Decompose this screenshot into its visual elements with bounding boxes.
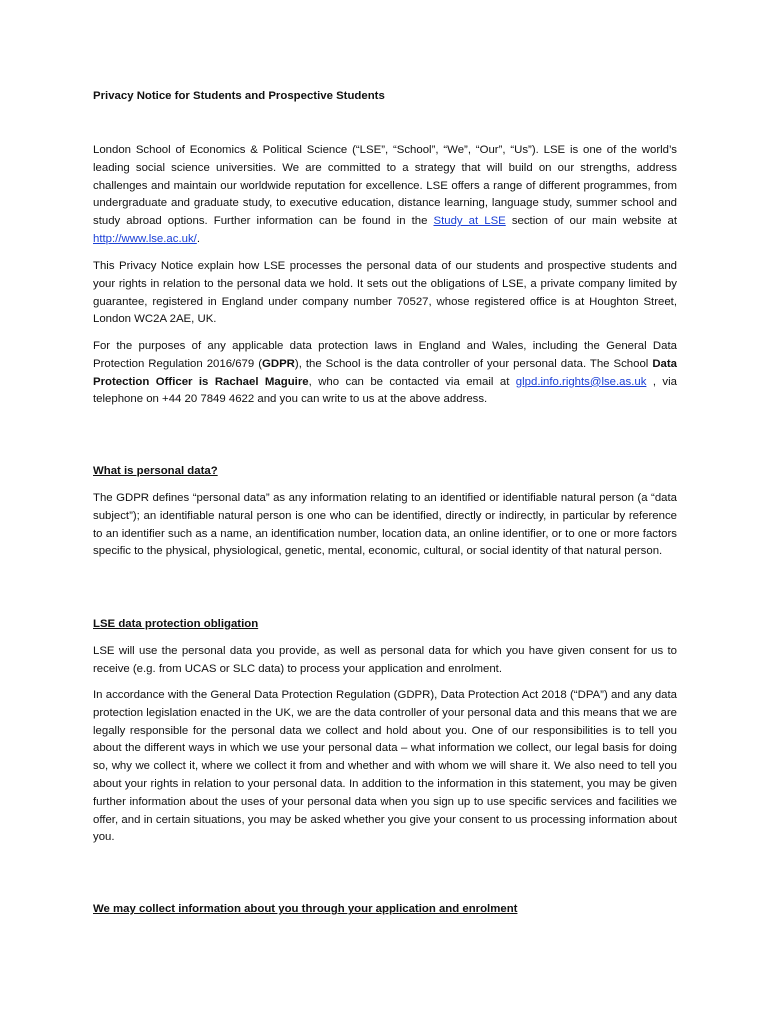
intro-paragraph-2: This Privacy Notice explain how LSE processes the personal data of our students and prospective students and your rights in relation to the personal data we hold. It sets out the obligations of LSE, a private company limited by guarantee, registered in England under company number 70527, whose registered office is at Houghton Street, London WC2A 2AE, UK. [93, 260, 677, 326]
intro-paragraph-1 [93, 142, 677, 249]
dpo-name: Data Protection Officer is Rachael Maguire [93, 357, 678, 388]
personal-data-paragraph: The GDPR defines “personal data” as any information relating to an identified or identifiable natural person (a “data subject”); an identifiable natural person is one who can be identified, directly or indirectly, in particular by reference to an identifier such as a name, an identification number, location data, an online identifier, or to one or more factors specific to the physical, physiological, genetic, mental, economic, cultural, or social identity of that natural person. [93, 492, 677, 558]
heading-what-is-personal-data: What is personal data? [93, 465, 218, 477]
obligation-paragraph-2: In accordance with the General Data Protection Regulation (GDPR), Data Protection Act 2018 (“DPA”) and any data protection legislation enacted in the UK, we are the data controller of your personal data and this means that we are legally responsible for the personal data we collect and hold about you. One of our responsibilities is to tell you about the different ways in which we use your personal data – what information we collect, our legal basis for doing so, why we collect it, where we collect it from and whether and with whom we will share it. We also need to tell you about your rights in relation to your personal data. In addition to the information in this statement, you may be given further information about the uses of your personal data when you sign up to use specific services and facilities we offer, and in certain situations, you may be asked whether you give your consent to us processing information about you. [93, 689, 677, 844]
intro-p3-text-a: For the purposes of any applicable data protection laws in England and Wales, including the General Data Protection Regulation 2016/679 ( [93, 340, 677, 370]
intro-p1-text-a: London School of Economics & Political Science (“LSE”, “School”, “We”, “Our”, “Us”). LSE is one of the world’s leading social science universities. We are committed to a strategy that will build on our strengths, address challenges and maintain our worldwide reputation for excellence. LSE offers a range of different programmes, from undergraduate and graduate study, to executive education, distance learning, language study, summer school and study abroad options. Further information can be found in the [93, 144, 677, 228]
intro-p1-text-c: . [196, 232, 200, 245]
heading-lse-obligation: LSE data protection obligation [93, 618, 259, 630]
intro-p1-text-b: section of our main website at [505, 215, 677, 228]
intro-p3-text-c: , who can be contacted via email at [308, 375, 516, 388]
intro-p3-text-b: ), the School is the data controller of your personal data. The School [294, 357, 653, 370]
intro-p3-text-d: , via telephone on +44 20 7849 4622 and you can write to us at the above address. [93, 375, 677, 406]
intro-paragraph-3 [93, 338, 677, 409]
heading-collect-information: We may collect information about you through your application and enrolment [93, 903, 518, 915]
gdpr-abbrev: GDPR [262, 357, 295, 370]
dpo-email-link[interactable]: glpd.info.rights@lse.as.uk [515, 375, 647, 388]
study-at-lse-link[interactable]: Study at LSE [433, 215, 506, 228]
lse-website-link[interactable]: http://www.lse.ac.uk/ [93, 232, 197, 245]
obligation-paragraph-1: LSE will use the personal data you provide, as well as personal data for which you have given consent for us to receive (e.g. from UCAS or SLC data) to process your application and enrolment. [93, 645, 677, 675]
document-title: Privacy Notice for Students and Prospective Students [93, 90, 385, 102]
